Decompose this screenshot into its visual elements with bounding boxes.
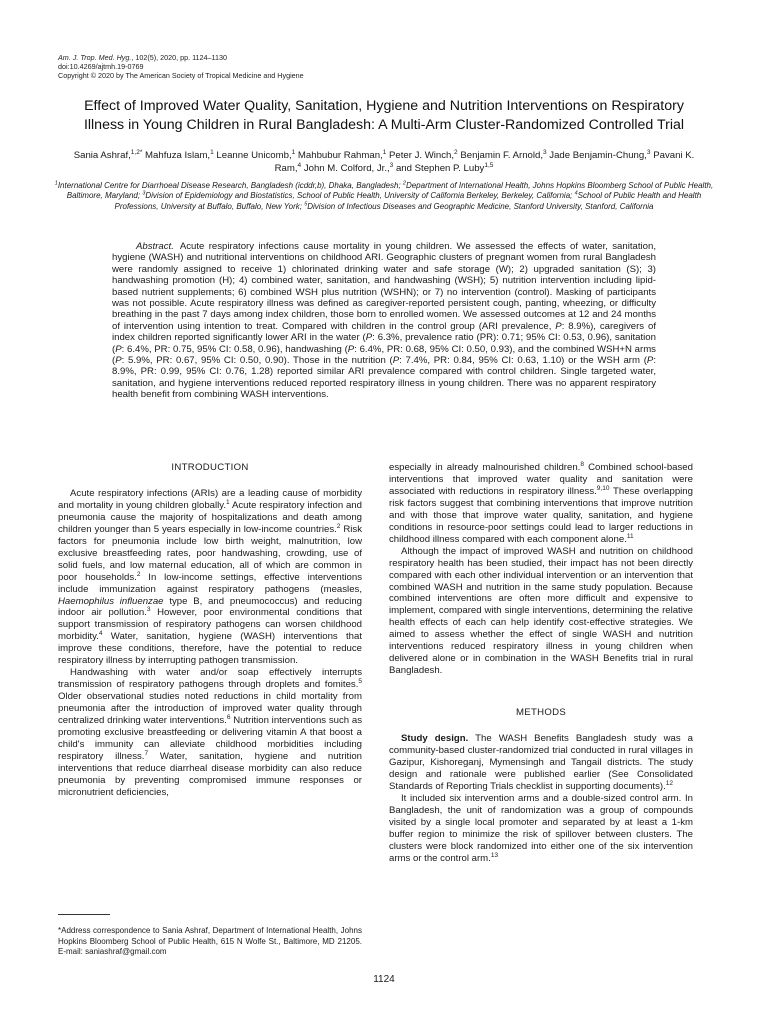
author-name: Mahbubur Rahman, xyxy=(297,150,383,161)
introduction-continued-body xyxy=(389,462,693,677)
affiliation-marker: 4 xyxy=(574,190,578,197)
reference-marker: 13 xyxy=(490,851,499,859)
reference-marker: 1 xyxy=(226,498,230,506)
section-heading-methods: METHODS xyxy=(515,707,567,719)
author-name: John M. Colford, Jr., xyxy=(303,162,390,174)
text-run: Nutrition interventions such as promoting exclusive breastfeeding or delivering vitamin A that boost a child's immunity can alleviate childhood morbidities including respiratory illness. xyxy=(58,715,363,762)
reference-marker: 2 xyxy=(136,570,141,578)
reference-marker: 2 xyxy=(336,522,341,530)
author xyxy=(460,150,546,161)
author xyxy=(74,150,143,161)
paragraph xyxy=(58,488,362,667)
paragraph xyxy=(389,462,693,546)
text-run: Although the impact of improved WASH and nutrition on childhood respiratory health has been studied, their impact has not been directly compared with each other individual intervention or an intervention that combined WASH and nutrition in the same study population. Because combined interventions are often more difficult and expensive to implement, compared with single interventions, determining the relative health effects of each can help identify cost-effective strategies. We aimed to assess whether the effect of single WASH and nutrition interventions reduced respiratory illness in young children when delivered alone or in combination in the WASH Benefits trial in rural Bangladesh. xyxy=(389,545,693,677)
paragraph xyxy=(389,793,693,865)
text-run: Acute respiratory infections cause mortality in young children. We assessed the effects of water, sanitation, hygiene (WASH) and nutritional interventions on childhood ARI. Geographic clusters of pregnant women from rural Bangladesh were randomly assigned to receive 1) chlorinated drinking water and safe storage (W); 2) upgraded sanitation (S); 3) handwashing promotion (H); 4) combined water, sanitation, and handwashing (WSH); 5) nutrition intervention including lipid-based nutrient supplements; 6) combined WSH plus nutrition (WSHN); or 7) no intervention (control). Masking of participants was not possible. Acute respiratory illness was defined as caregiver-reported persistent cough, panting, wheezing, or difficulty breathing in the past 7 days among index children, those born to enrolled women. We assessed outcomes at 12 and 24 months of intervention using intention to treat. Compared with children in the control group (ARI prevalence, xyxy=(112,241,656,332)
methods-body xyxy=(389,733,693,864)
title-line: Illness in Young Children in Rural Bangladesh: A Multi-Arm Cluster-Randomized Controlled Trial xyxy=(83,116,685,133)
affiliation-marker: 5 xyxy=(304,200,308,207)
affiliation-text: Division of Epidemiology and Biostatistics, School of Public Health, University of California Berkeley, Berkeley, California; xyxy=(145,191,575,201)
affiliation-marker: 3 xyxy=(142,190,146,197)
introduction-body xyxy=(58,488,362,799)
text-run: Combined school-based interventions that improved water quality and sanitation were associated with reductions in respiratory illness. xyxy=(389,462,693,497)
italic-text: P xyxy=(115,355,122,367)
author-name: Pavani K. Ram, xyxy=(274,150,695,174)
italic-text: P xyxy=(555,320,562,332)
journal-citation xyxy=(58,53,304,62)
author-affiliation-marker: 1 xyxy=(210,148,214,156)
text-run: Water, sanitation, hygiene and nutrition interventions that reduce diarrheal disease morbidity can also reduce pneumonia by preventing compromised immune responses or micronutrient deficiencies, xyxy=(58,750,363,798)
text-run: type B, and pneumococcus) and reducing indoor air pollution. xyxy=(58,595,362,619)
text-run: It included six intervention arms and a double-sized control arm. In Bangladesh, the unit of randomization was a group of compounds visited by a single local promoter and separated by at least a 1-km buffer region to minimize the risk of spillover between clusters. The clusters were block randomized into either one of the six intervention arms or the control arm. xyxy=(389,792,693,864)
text-run: : 6.4%, PR: 0.75, 95% CI: 0.58, 0.96), handwashing ( xyxy=(121,343,348,355)
author xyxy=(298,150,386,161)
journal-volume-pages: , 102(5), 2020, pp. 1124–1130 xyxy=(131,53,228,62)
text-run: Acute respiratory infection and pneumonia cause the majority of hospitalizations and death among children younger than 5 years especially in low-income countries. xyxy=(58,499,362,535)
reference-marker: 3 xyxy=(146,606,151,614)
reference-marker: 7 xyxy=(144,749,149,757)
author-affiliation-marker: 3 xyxy=(389,161,394,169)
text-run: : 6.4%, PR: 0.68, 95% CI: 0.50, 0.93), and the combined WSH+N arms ( xyxy=(112,343,656,367)
author xyxy=(396,163,493,174)
reference-marker: 12 xyxy=(665,779,674,787)
author xyxy=(216,150,295,161)
text-run: However, poor environmental conditions that support transmission of respiratory pathogens can worsen childhood morbidity. xyxy=(58,607,362,643)
abstract xyxy=(112,241,656,401)
affiliation-text: School of Public Health and Health Professions, University at Buffalo, Buffalo, New York; xyxy=(114,191,702,211)
affiliation-text: International Centre for Diarrhoeal Disease Research, Bangladesh (icddr,b), Dhaka, Bangladesh; xyxy=(57,181,403,190)
text-run: : 6.3%, prevalence ratio (PR): 0.71; 95% CI: 0.53, 0.96), sanitation ( xyxy=(112,332,656,355)
text-run: : 5.9%, PR: 0.67, 95% CI: 0.50, 0.90). Those in the nutrition ( xyxy=(121,355,393,367)
copyright: Copyright © 2020 by The American Society of Tropical Medicine and Hygiene xyxy=(58,71,304,80)
author-list xyxy=(60,150,708,175)
author-affiliation-marker: 1,5 xyxy=(484,161,494,169)
affiliation-marker: 1 xyxy=(54,180,58,187)
author-affiliation-marker: 3 xyxy=(646,148,651,156)
correspondence-footnote: *Address correspondence to Sania Ashraf, Department of International Health, Johns Hopkins Bloomberg School of Public Health, 615 N Wolfe St., Baltimore, MD 21205. E-mail: saniashraf@gmail.com xyxy=(58,926,362,957)
reference-marker: 8 xyxy=(580,460,584,468)
abstract-label: Abstract. xyxy=(136,241,174,252)
italic-text: P xyxy=(365,332,373,344)
text-run: : 7.4%, PR: 0.84, 95% CI: 0.63, 1.10) or the WSH arm ( xyxy=(399,355,647,367)
italic-text: Haemophilus influenzae xyxy=(58,595,164,607)
affiliation-text: Division of Infectious Diseases and Geographic Medicine, Stanford University, Stanford, California xyxy=(307,201,654,211)
left-column xyxy=(58,462,362,799)
text-run: Risk factors for pneumonia include low birth weight, malnutrition, low exclusive breastfeeding rates, poor handwashing, crowding, use of solid fuels, and low maternal education, all of which are common in poor households. xyxy=(58,523,362,583)
text-run: The WASH Benefits Bangladesh study was a community-based cluster-randomized trial conducted in rural villages in Gazipur, Kishoreganj, Mymensingh and Tangail districts. The study design and rationale were published earlier (See Consolidated Standards of Reporting Trials checklist in supporting documents). xyxy=(389,733,694,792)
paragraph xyxy=(389,546,693,677)
author-name: Mahfuza Islam, xyxy=(145,150,211,161)
author-name: Leanne Unicomb, xyxy=(216,150,292,161)
author-affiliation-marker: 3 xyxy=(543,148,547,156)
author-name: Jade Benjamin-Chung, xyxy=(549,150,647,161)
author xyxy=(549,150,650,161)
text-run: Water, sanitation, hygiene (WASH) interventions that improve these conditions, therefore, have the potential to reduce respiratory illness by interrupting pathogen transmission. xyxy=(58,631,362,667)
reference-marker: 4 xyxy=(98,630,103,638)
italic-text: P xyxy=(347,343,355,355)
run-in-heading: Study design. xyxy=(401,733,469,745)
journal-header xyxy=(58,53,304,80)
text-run: In low-income settings, effective interventions include immunization against respiratory pathogens (measles, xyxy=(58,571,362,595)
author-affiliation-marker: 4 xyxy=(297,161,302,169)
paragraph xyxy=(58,667,362,798)
reference-marker: 5 xyxy=(358,678,362,686)
paragraph xyxy=(389,733,693,793)
affiliation-marker: 2 xyxy=(402,180,406,187)
footnote-rule xyxy=(58,914,110,915)
reference-marker: 6 xyxy=(226,713,231,721)
author-name: and Stephen P. Luby xyxy=(395,162,485,174)
author-name: Peter J. Winch, xyxy=(389,150,455,161)
page-number: 1124 xyxy=(373,974,395,985)
text-run: Acute respiratory infections (ARIs) are a leading cause of morbidity and mortality in young children globally. xyxy=(58,487,362,511)
text-run: : 8.9%, PR: 0.99, 95% CI: 0.76, 1.28) reported similar ARI prevalence compared with control children. Single targeted water, sanitation, and hygiene interventions reduced reported respiratory illness in young children. There was no apparent respiratory health benefit from combining WASH interventions. xyxy=(112,355,656,401)
italic-text: P xyxy=(646,355,654,367)
abstract-text xyxy=(112,241,656,400)
text-run: Older observational studies noted reductions in child mortality from pneumonia after the introduction of improved water quality through centralized drinking water interventions. xyxy=(58,691,362,727)
author-name: Benjamin F. Arnold, xyxy=(460,150,543,161)
reference-marker: 9,10 xyxy=(596,484,610,492)
author xyxy=(389,150,458,161)
author xyxy=(145,150,214,161)
text-run: especially in already malnourished children. xyxy=(389,462,581,473)
reference-marker: 11 xyxy=(626,532,634,540)
text-run: : 8.9%), caregivers of index children reported significantly lower ARI in the water ( xyxy=(112,320,656,344)
text-run: These overlapping risk factors suggest that combining interventions that improve nutrition and with those that improve water quality, sanitation, and hygiene conditions in resource-poor settings could lead to larger reductions in childhood illness compared with each component alone. xyxy=(389,485,693,545)
author-affiliation-marker: 1,2* xyxy=(130,148,143,156)
author-affiliation-marker: 1 xyxy=(291,148,296,156)
italic-text: P xyxy=(115,343,122,355)
article-title xyxy=(50,97,718,134)
section-heading-introduction: INTRODUCTION xyxy=(171,462,249,473)
doi: doi:10.4269/ajtmh.19-0769 xyxy=(58,62,144,71)
right-column xyxy=(389,462,693,865)
author xyxy=(304,163,393,174)
author-affiliation-marker: 2 xyxy=(454,148,458,156)
author-name: Sania Ashraf, xyxy=(73,150,131,161)
affiliation-text: Department of International Health, Johns Hopkins Bloomberg School of Public Health, Baltimore, Maryland; xyxy=(66,181,714,201)
journal-name: Am. J. Trop. Med. Hyg. xyxy=(58,53,132,62)
text-run: Handwashing with water and/or soap effectively interrupts transmission of respiratory pathogens through droplets and fomites. xyxy=(58,667,362,691)
affiliations xyxy=(50,181,718,212)
title-line: Effect of Improved Water Quality, Sanitation, Hygiene and Nutrition Interventions on Respiratory xyxy=(84,98,684,114)
italic-text: P xyxy=(392,355,400,367)
author-affiliation-marker: 1 xyxy=(382,148,387,156)
